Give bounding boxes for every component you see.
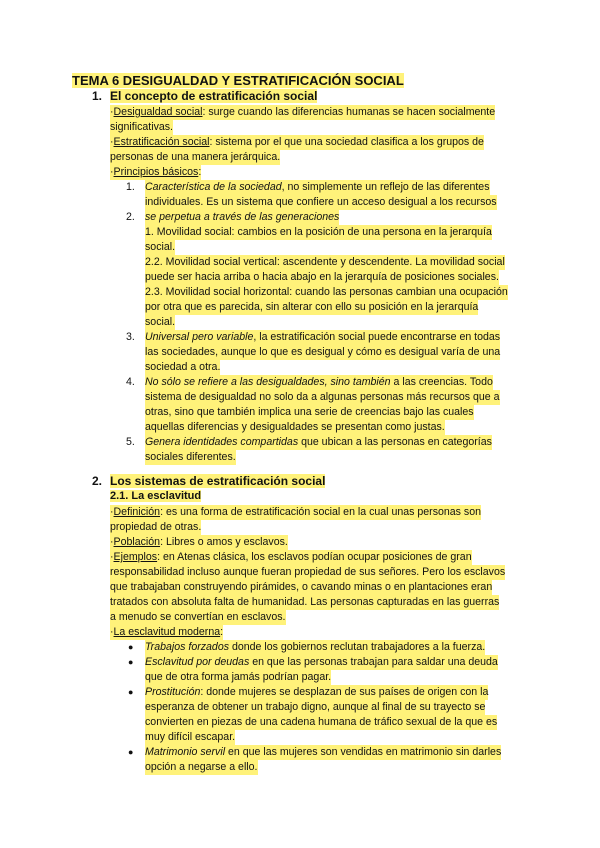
item-1-emphasis: Característica de la sociedad (145, 181, 282, 193)
section-1-number: 1. (92, 89, 103, 103)
bullet-1-line-1 (145, 640, 485, 655)
estratificacion-text: : sistema por el que una sociedad clasifica a los grupos de (209, 136, 484, 148)
esclavitud-moderna-colon: : (220, 626, 224, 638)
esclavitud-moderna-label (110, 625, 223, 640)
dot-marker: · (110, 506, 114, 518)
section-2-heading: Los sistemas de estratificación social (110, 474, 326, 488)
movilidad-horizontal-line-1: 2.3. Movilidad social horizontal: cuando las personas cambian una ocupación (145, 286, 508, 298)
bullet-icon: ● (128, 642, 134, 652)
principios-label (110, 165, 201, 180)
document-title: TEMA 6 DESIGUALDAD Y ESTRATIFICACIÓN SOCIAL (72, 73, 404, 88)
bullet-2-emphasis: Esclavitud por deudas (145, 656, 250, 668)
item-5-number: 5. (126, 436, 135, 448)
ejemplos-line-1 (110, 550, 472, 565)
bullet-3-emphasis: Prostitución (145, 686, 201, 698)
item-1-line-1 (145, 180, 490, 195)
bullet-3-text: : donde mujeres se desplazan de sus países de origen con la (200, 686, 489, 698)
movilidad-social-line-2: social. (145, 241, 176, 253)
bullet-4-text: en que las mujeres son vendidas en matrimonio sin darles (225, 746, 502, 758)
item-2-number: 2. (126, 211, 135, 223)
bullet-1-text: donde los gobiernos reclutan trabajadores a la fuerza. (229, 641, 486, 653)
desigualdad-text: : surge cuando las diferencias humanas se hacen socialmente (202, 106, 496, 118)
bullet-4-line-2: opción a negarse a ello. (145, 761, 258, 773)
item-5-line-2: sociales diferentes. (145, 451, 236, 463)
item-4-line-2: sistema de desigualdad no solo da a algunas personas más recursos que a (145, 391, 500, 403)
ejemplos-text: : en Atenas clásica, los esclavos podían ocupar posiciones de gran (157, 551, 472, 563)
definicion-text: : es una forma de estratificación social en la cual unas personas son (160, 506, 481, 518)
bullet-2-line-2: que de otra forma jamás podrían pagar. (145, 671, 332, 683)
item-4-line-1 (145, 375, 493, 390)
poblacion-term: Población (113, 536, 161, 548)
esclavitud-heading: 2.1. La esclavitud (110, 490, 202, 502)
poblacion-line (110, 535, 288, 550)
bullet-icon: ● (128, 747, 134, 757)
item-4-line-3: otras, sino que también implica una serie de creencias bajo las cuales (145, 406, 474, 418)
bullet-2-line-1 (145, 655, 498, 670)
item-3-text: , la estratificación social puede encontrarse en todas (253, 331, 501, 343)
item-2-emphasis: se perpetua a través de las generaciones (145, 211, 340, 223)
ejemplos-term: Ejemplos (113, 551, 158, 563)
ejemplos-line-2: responsabilidad incluso aunque fueran propiedad de sus señores. Pero los esclavos (110, 566, 506, 578)
principios-colon: : (198, 166, 202, 178)
item-3-line-2: las sociedades, aunque lo que es desigual y cómo es desigual varía de una (145, 346, 501, 358)
item-4-line-4: aquellas diferencias y desigualdades se presentan como justas. (145, 421, 445, 433)
item-3-line-3: sociedad a otra. (145, 361, 221, 373)
dot-marker: · (110, 136, 114, 148)
principios-term: Principios básicos (113, 166, 199, 178)
dot-marker: · (110, 626, 114, 638)
desigualdad-term: Desigualdad social (113, 106, 203, 118)
item-5-line-1 (145, 435, 492, 450)
movilidad-horizontal-line-2: por otra que es parecida, sin alterar con ello su posición en la jerarquía (145, 301, 479, 313)
item-4-emphasis: No sólo se refiere a las desigualdades, sino también (145, 376, 391, 388)
item-5-emphasis: Genera identidades compartidas (145, 436, 299, 448)
item-1-line-2: individuales. Es un sistema que confiere un acceso desigual a los recursos (145, 196, 497, 208)
estratificacion-line-1 (110, 135, 484, 150)
bullet-4-line-1 (145, 745, 501, 760)
bullet-1-emphasis: Trabajos forzados (145, 641, 230, 653)
bullet-3-line-3: convierten en piezas de una cadena humana de tráfico sexual de la que es (145, 716, 498, 728)
bullet-3-line-4: muy difícil escapar. (145, 731, 236, 743)
desigualdad-line-1 (110, 105, 495, 120)
item-3-emphasis: Universal pero variable (145, 331, 254, 343)
movilidad-social-line-1: 1. Movilidad social: cambios en la posición de una persona en la jerarquía (145, 226, 492, 238)
definicion-line-2: propiedad de otras. (110, 521, 202, 533)
bullet-4-emphasis: Matrimonio servil (145, 746, 226, 758)
item-1-text: , no simplemente un reflejo de las diferentes (281, 181, 490, 193)
item-3-number: 3. (126, 331, 135, 343)
item-4-text: a las creencias. Todo (390, 376, 493, 388)
bullet-3-line-1 (145, 685, 488, 700)
item-1-number: 1. (126, 181, 135, 193)
bullet-3-line-2: esperanza de obtener un trabajo digno, aunque al final de su trayecto se (145, 701, 486, 713)
bullet-icon: ● (128, 657, 134, 667)
movilidad-vertical-line-1: 2.2. Movilidad social vertical: ascendente y descendente. La movilidad social (145, 256, 505, 268)
ejemplos-line-3: que trabajaban construyendo pirámides, o cavando minas o en plantaciones eran (110, 581, 493, 593)
estratificacion-term: Estratificación social (113, 136, 210, 148)
section-1-heading: El concepto de estratificación social (110, 89, 318, 103)
poblacion-text: : Libres o amos y esclavos. (160, 536, 288, 548)
ejemplos-line-4: tratados con absoluta falta de humanidad. Las personas capturadas en las guerras (110, 596, 500, 608)
item-5-text: que ubican a las personas en categorías (298, 436, 492, 448)
desigualdad-line-2: significativas. (110, 121, 173, 133)
esclavitud-moderna-term: La esclavitud moderna (113, 626, 221, 638)
movilidad-vertical-line-2: puede ser hacia arriba o hacia abajo en la jerarquía de posiciones sociales. (145, 271, 499, 283)
dot-marker: · (110, 166, 114, 178)
definicion-line-1 (110, 505, 481, 520)
item-2-line-1 (145, 210, 339, 225)
definicion-term: Definición (113, 506, 161, 518)
section-2-number: 2. (92, 474, 103, 488)
item-4-number: 4. (126, 376, 135, 388)
movilidad-horizontal-line-3: social. (145, 316, 176, 328)
bullet-icon: ● (128, 687, 134, 697)
dot-marker: · (110, 551, 114, 563)
dot-marker: · (110, 536, 114, 548)
dot-marker: · (110, 106, 114, 118)
bullet-2-text: en que las personas trabajan para saldar una deuda (249, 656, 498, 668)
item-3-line-1 (145, 330, 500, 345)
estratificacion-line-2: personas de una manera jerárquica. (110, 151, 281, 163)
ejemplos-line-5: a menudo se convertían en esclavos. (110, 611, 286, 623)
